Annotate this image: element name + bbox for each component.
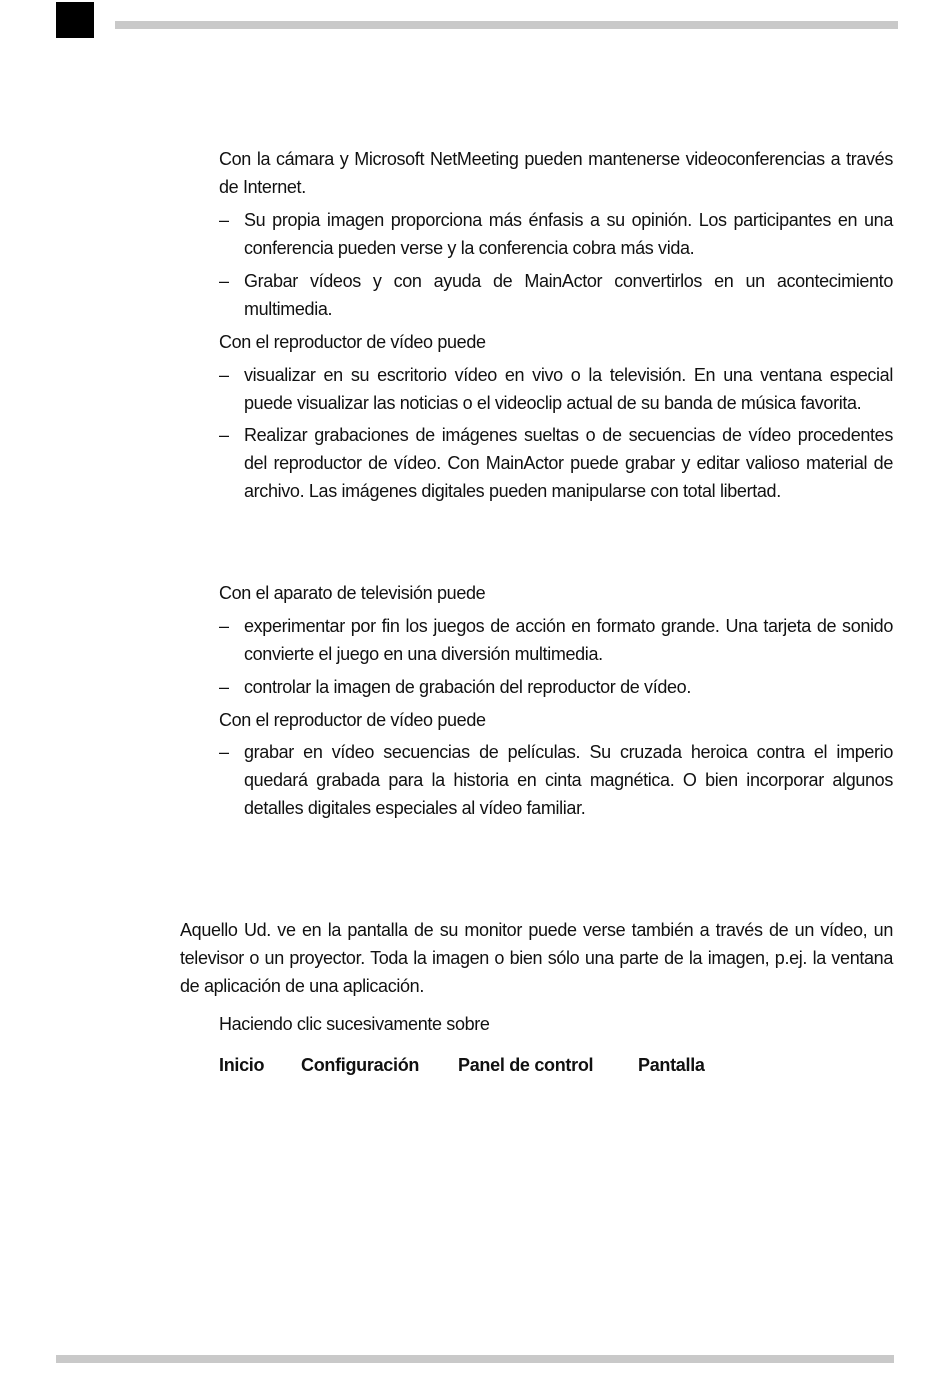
list-item-text: controlar la imagen de grabación del reproductor de vídeo. <box>244 677 691 697</box>
list-item <box>219 267 893 323</box>
bullet-dash: – <box>219 616 229 636</box>
list-item <box>219 421 893 505</box>
list-item <box>219 738 893 822</box>
list-item-text: Realizar grabaciones de imágenes sueltas o de secuencias de vídeo procedentes del reproductor de vídeo. Con MainActor puede grabar y editar valioso material de archivo. Las imágenes digitales pueden manipularse con total libertad. <box>244 425 893 501</box>
header-rule <box>115 21 898 29</box>
list-item <box>219 612 893 668</box>
menu-step-panel-de-control: Panel de control <box>458 1055 594 1075</box>
bullet-dash: – <box>219 210 229 230</box>
list-item-text: Su propia imagen proporciona más énfasis a su opinión. Los participantes en una conferencia pueden verse y la conferencia cobra más vida. <box>244 210 893 258</box>
list-item-text: visualizar en su escritorio vídeo en vivo o la televisión. En una ventana especial puede visualizar las noticias o el videoclip actual de su banda de música favorita. <box>244 365 893 413</box>
netmeeting-intro: Con la cámara y Microsoft NetMeeting pueden mantenerse videoconferencias a través de Internet. <box>219 149 893 197</box>
bullet-dash: – <box>219 677 229 697</box>
menu-step-pantalla: Pantalla <box>638 1055 705 1075</box>
page-corner-marker <box>56 2 94 38</box>
list-item <box>219 206 893 262</box>
bullet-dash: – <box>219 365 229 385</box>
video-player-intro-2: Con el reproductor de vídeo puede <box>219 710 486 730</box>
bullet-dash: – <box>219 425 229 445</box>
list-item <box>219 361 893 417</box>
footer-rule <box>56 1355 894 1363</box>
menu-step-inicio: Inicio <box>219 1055 265 1075</box>
list-item-text: grabar en vídeo secuencias de películas. Su cruzada heroica contra el imperio quedará grabada para la historia en cinta magnética. O bien incorporar algunos detalles digitales especiales al vídeo familiar. <box>244 742 893 818</box>
monitor-output-paragraph: Aquello Ud. ve en la pantalla de su monitor puede verse también a través de un vídeo, un televisor o un proyector. Toda la imagen o bien sólo una parte de la imagen, p.ej. la ventana de aplicación de una aplicación. <box>180 920 893 996</box>
list-item-text: Grabar vídeos y con ayuda de MainActor convertirlos en un acontecimiento multimedia. <box>244 271 893 319</box>
video-player-intro: Con el reproductor de vídeo puede <box>219 332 486 352</box>
list-item <box>219 673 893 701</box>
list-item-text: experimentar por fin los juegos de acción en formato grande. Una tarjeta de sonido convierte el juego en una diversión multimedia. <box>244 616 893 664</box>
bullet-dash: – <box>219 271 229 291</box>
bullet-dash: – <box>219 742 229 762</box>
click-instruction: Haciendo clic sucesivamente sobre <box>219 1014 490 1034</box>
tv-intro: Con el aparato de televisión puede <box>219 583 486 603</box>
menu-step-configuracion: Configuración <box>301 1055 420 1075</box>
